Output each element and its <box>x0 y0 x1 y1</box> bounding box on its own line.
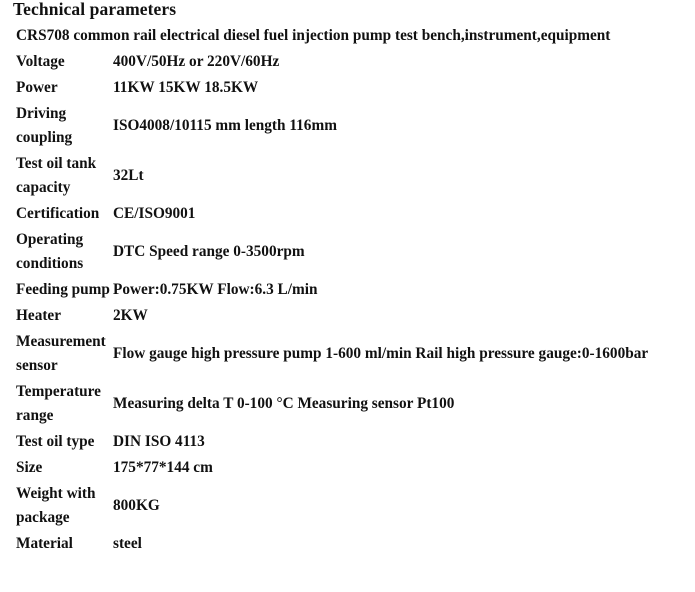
param-name: Measurement sensor <box>16 333 106 374</box>
param-name: Test oil tank capacity <box>16 155 97 196</box>
table-row <box>16 330 648 378</box>
param-name: Operating conditions <box>16 231 84 272</box>
param-name: Heater <box>16 307 62 324</box>
table-row <box>16 278 648 302</box>
table-row <box>16 456 648 480</box>
param-value: 2KW <box>113 307 148 324</box>
param-name: Feeding pump <box>16 281 110 298</box>
table-row <box>16 202 648 226</box>
table-row <box>16 532 648 556</box>
table-row <box>16 482 648 530</box>
param-value: DIN ISO 4113 <box>113 433 205 450</box>
param-value: ISO4008/10115 mm length 116mm <box>113 117 337 134</box>
param-name: Driving coupling <box>16 105 73 146</box>
param-value: 175*77*144 cm <box>113 459 213 476</box>
table-row <box>16 304 648 328</box>
param-name: Weight with package <box>16 485 96 526</box>
table-row <box>16 152 648 200</box>
table-row <box>16 24 648 48</box>
param-name: Size <box>16 459 43 476</box>
param-value: Power:0.75KW Flow:6.3 L/min <box>113 281 318 298</box>
table-row <box>16 102 648 150</box>
param-value: CE/ISO9001 <box>113 205 196 222</box>
table-row <box>16 50 648 74</box>
param-name: Temperature range <box>16 383 101 424</box>
param-value: Flow gauge high pressure pump 1-600 ml/min Rail high pressure gauge:0-1600bar <box>113 345 649 362</box>
table-row <box>16 76 648 100</box>
param-value: 11KW 15KW 18.5KW <box>113 79 259 96</box>
param-value: DTC Speed range 0-3500rpm <box>113 243 305 260</box>
param-name: Voltage <box>16 53 65 70</box>
param-name: Certification <box>16 205 100 222</box>
table-row <box>16 228 648 276</box>
param-value: Measuring delta T 0-100 °C Measuring sensor Pt100 <box>113 395 455 412</box>
parameters-table <box>13 22 651 558</box>
param-name: Power <box>16 79 58 96</box>
table-row <box>16 430 648 454</box>
intro-text: CRS708 common rail electrical diesel fuel injection pump test bench,instrument,equipment <box>16 27 611 44</box>
param-value: 400V/50Hz or 220V/60Hz <box>113 53 280 70</box>
page-title: Technical parameters <box>13 0 177 19</box>
param-name: Test oil type <box>16 433 95 450</box>
param-name: Material <box>16 535 73 552</box>
table-row <box>16 380 648 428</box>
param-value: steel <box>113 535 142 552</box>
param-value: 32Lt <box>113 167 144 184</box>
param-value: 800KG <box>113 497 160 514</box>
